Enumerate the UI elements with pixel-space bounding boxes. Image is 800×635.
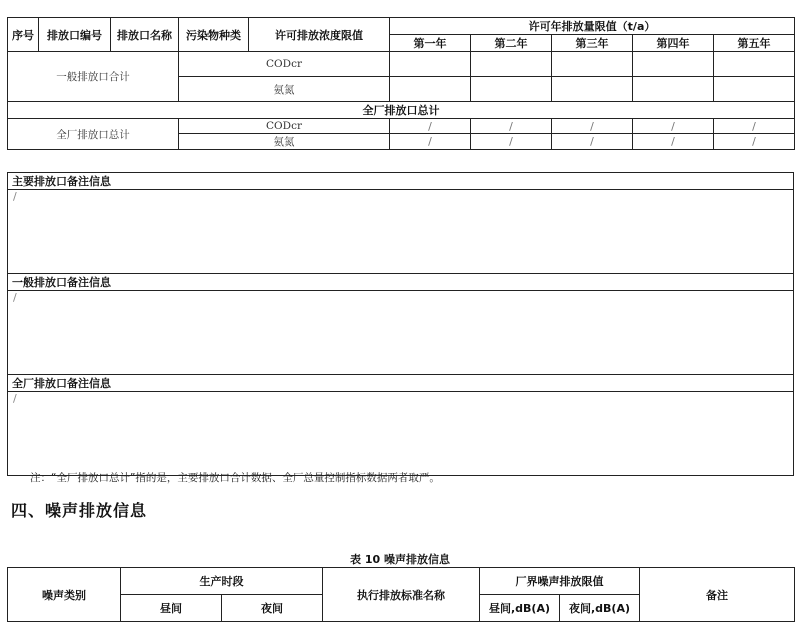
cell-empty xyxy=(390,77,471,102)
plant-remarks-value: / xyxy=(8,392,794,476)
header-year-5: 第五年 xyxy=(714,35,795,52)
cell-empty xyxy=(633,52,714,77)
cell-empty xyxy=(714,77,795,102)
general-remarks-value: / xyxy=(8,291,794,375)
night-header: 夜间 xyxy=(222,595,323,622)
day-header: 昼间 xyxy=(121,595,222,622)
plant-nh3-year-4: / xyxy=(633,134,714,150)
plant-total-label: 全厂排放口总计 xyxy=(8,119,179,150)
plant-pollutant-nh3: 氨氮 xyxy=(179,134,390,150)
header-conc-limit: 许可排放浓度限值 xyxy=(249,18,390,52)
table-caption: 表 10 噪声排放信息 xyxy=(350,553,450,566)
general-pollutant-cod: CODcr xyxy=(179,52,390,77)
boundary-limit-header: 厂界噪声排放限值 xyxy=(480,568,640,595)
day-db-header: 昼间,dB(A) xyxy=(480,595,560,622)
cell-empty xyxy=(633,77,714,102)
plant-nh3-year-3: / xyxy=(552,134,633,150)
header-outlet-no: 排放口编号 xyxy=(39,18,111,52)
header-year-4: 第四年 xyxy=(633,35,714,52)
section-title: 四、噪声排放信息 xyxy=(11,501,148,520)
cell-empty xyxy=(552,77,633,102)
remarks-header: 备注 xyxy=(640,568,795,622)
header-outlet-name: 排放口名称 xyxy=(111,18,179,52)
production-period-header: 生产时段 xyxy=(121,568,323,595)
plant-cod-year-1: / xyxy=(390,119,471,134)
cell-empty xyxy=(471,52,552,77)
header-year-1: 第一年 xyxy=(390,35,471,52)
header-seq: 序号 xyxy=(8,18,39,52)
cell-empty xyxy=(471,77,552,102)
header-pollutant: 污染物种类 xyxy=(179,18,249,52)
header-year-2: 第二年 xyxy=(471,35,552,52)
plant-section-title: 全厂排放口总计 xyxy=(8,102,795,119)
plant-pollutant-cod: CODcr xyxy=(179,119,390,134)
plant-nh3-year-5: / xyxy=(714,134,795,150)
main-remarks-value: / xyxy=(8,190,794,274)
plant-cod-year-3: / xyxy=(552,119,633,134)
general-pollutant-nh3: 氨氮 xyxy=(179,77,390,102)
general-remarks-title: 一般排放口备注信息 xyxy=(8,274,794,291)
emission-limit-table xyxy=(7,17,795,150)
plant-nh3-year-1: / xyxy=(390,134,471,150)
plant-cod-year-5: / xyxy=(714,119,795,134)
night-db-header: 夜间,dB(A) xyxy=(560,595,640,622)
header-year-3: 第三年 xyxy=(552,35,633,52)
plant-cod-year-2: / xyxy=(471,119,552,134)
plant-nh3-year-2: / xyxy=(471,134,552,150)
general-total-label: 一般排放口合计 xyxy=(8,52,179,102)
cell-empty xyxy=(552,52,633,77)
main-remarks-title: 主要排放口备注信息 xyxy=(8,173,794,190)
footnote: 注：“全厂排放口总计”指的是，主要排放口合计数据、全厂总量控制指标数据两者取严。 xyxy=(30,472,440,484)
cell-empty xyxy=(390,52,471,77)
plant-remarks-title: 全厂排放口备注信息 xyxy=(8,375,794,392)
cell-empty xyxy=(714,52,795,77)
noise-emission-table xyxy=(7,567,795,622)
standard-name-header: 执行排放标准名称 xyxy=(323,568,480,622)
header-annual-limit: 许可年排放量限值（t/a） xyxy=(390,18,795,35)
remarks-table xyxy=(7,172,794,476)
noise-type-header: 噪声类别 xyxy=(8,568,121,622)
plant-cod-year-4: / xyxy=(633,119,714,134)
